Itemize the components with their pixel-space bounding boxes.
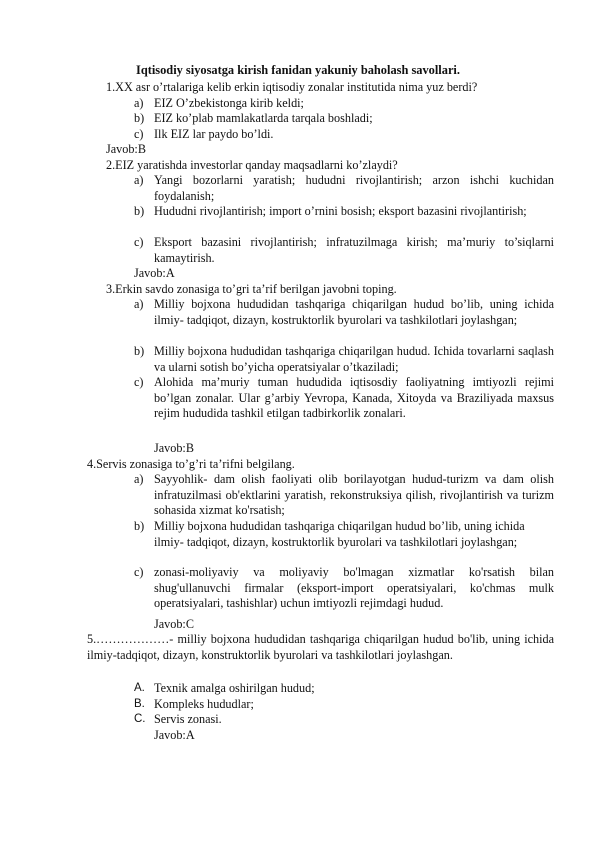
option-text: Alohida ma’muriy tuman hududida iqtisosdiy faoliyatning imtiyozli rejimi bo’lgan zonalar. Ular g’arbiy Yevropa, Kanada, Xitoyda va Braziliyada maxsus rejim hududida tashkil etilgan tadbirkorlik zonalari.: [154, 375, 554, 420]
question-3-text: 3.Erkin savdo zonasiga to’gri ta’rif berilgan javobni toping.: [106, 282, 397, 296]
option-label: b): [134, 204, 145, 218]
option-text: Texnik amalga oshirilgan hudud;: [154, 681, 315, 695]
option-label: A.: [134, 682, 145, 694]
option-text: Yangi bozorlarni yaratish; hududni rivojlantirish; arzon ishchi kuchidan foydalanish;: [154, 173, 554, 203]
question-1-text: 1.XX asr o’rtalariga kelib erkin iqtisodiy zonalar institutida nima yuz berdi?: [106, 80, 478, 94]
option-label: C.: [134, 713, 146, 725]
question-4-answer: Javob:C: [154, 617, 194, 631]
option-text: EIZ O’zbekistonga kirib keldi;: [154, 96, 304, 110]
question-2-text: 2.EIZ yaratishda investorlar qanday maqsadlarni ko’zlaydi?: [106, 158, 398, 172]
question-4-option-b: [134, 519, 554, 550]
option-text: Milliy bojxona hududidan tashqariga chiqarilgan hudud bo’lib, uning ichida ilmiy- tadqiqot, dizayn, kostruktorlik byurolari va tashkilotlari joylashgan;: [154, 519, 525, 549]
option-label: c): [134, 235, 144, 249]
question-4-option-c: [134, 565, 554, 612]
option-text: Sayyohlik- dam olish faoliyati olib borilayotgan hudud-turizm va dam olish infratuzilmasi ob'ektlarini yaratish, rekonstruksiya qilish, rivojlantirish va turizm sohasida xizmat ko'rsatish;: [154, 472, 554, 517]
question-3-option-a: [134, 297, 554, 328]
option-text: Eksport bazasini rivojlantirish; infratuzilmaga kirish; ma’muriy to’siqlarni kamaytirish.: [154, 235, 554, 265]
question-4-option-a: [134, 472, 554, 519]
question-2-option-a: [134, 173, 554, 204]
question-2-option-c: [134, 235, 554, 266]
question-5-answer: Javob:A: [154, 728, 195, 742]
question-1-answer: Javob:B: [106, 142, 146, 156]
option-text: Kompleks hududlar;: [154, 697, 254, 711]
option-text: EIZ ko’plab mamlakatlarda tarqala boshladi;: [154, 111, 373, 125]
option-label: c): [134, 565, 144, 579]
option-label: a): [134, 173, 144, 187]
question-5-option-b: [134, 697, 554, 713]
question-1-option-b: [134, 111, 554, 127]
question-1-option-a: [134, 96, 554, 112]
option-label: b): [134, 344, 145, 358]
question-5-option-c: [134, 712, 554, 728]
option-label: a): [134, 472, 144, 486]
option-text: Milliy bojxona hududidan tashqariga chiqarilgan hudud. Ichida tovarlarni saqlash va ularni sotish bo’yicha operatsiyalar o’tkaziladi;: [154, 344, 554, 374]
option-label: a): [134, 96, 144, 110]
question-3-option-b: [134, 344, 554, 375]
question-3-option-c: [134, 375, 554, 422]
option-label: b): [134, 111, 145, 125]
option-label: c): [134, 375, 144, 389]
option-label: a): [134, 297, 144, 311]
question-5-text: 5.………………- milliy bojxona hududidan tashqariga chiqarilgan hudud bo'lib, uning ichida ilmiy-tadqiqot, dizayn, konstruktorlik byurolari va tashkilotlari joylashgan.: [87, 632, 554, 662]
option-text: Servis zonasi.: [154, 712, 222, 726]
document-title: Iqtisodiy siyosatga kirish fanidan yakuniy baholash savollari.: [136, 63, 460, 77]
question-4-text: 4.Servis zonasiga to’g’ri ta’rifni belgilang.: [87, 457, 295, 471]
option-text: Hududni rivojlantirish; import o’rnini bosish; eksport bazasini rivojlantirish;: [154, 204, 527, 218]
option-text: Ilk EIZ lar paydo bo’ldi.: [154, 127, 274, 141]
question-1-option-c: [134, 127, 554, 143]
question-2-answer: Javob:A: [134, 266, 175, 280]
option-label: b): [134, 519, 145, 533]
question-5-option-a: [134, 681, 554, 697]
option-label: c): [134, 127, 144, 141]
option-label: B.: [134, 698, 145, 710]
question-2-option-b: [134, 204, 554, 220]
option-text: zonasi-moliyaviy va moliyaviy bo'lmagan xizmatlar ko'rsatish bilan shug'ullanuvchi firmalar (eksport-import operatsiyalari, ko'chmas mulk operatsiyalari, tashishlar) uchun imtiyozli rejimdagi hudud.: [154, 565, 554, 610]
question-3-answer: Javob:B: [154, 441, 194, 455]
option-text: Milliy bojxona hududidan tashqariga chiqarilgan hudud bo’lib, uning ichida ilmiy- tadqiqot, dizayn, kostruktorlik byurolari va tashkilotlari joylashgan;: [154, 297, 554, 327]
